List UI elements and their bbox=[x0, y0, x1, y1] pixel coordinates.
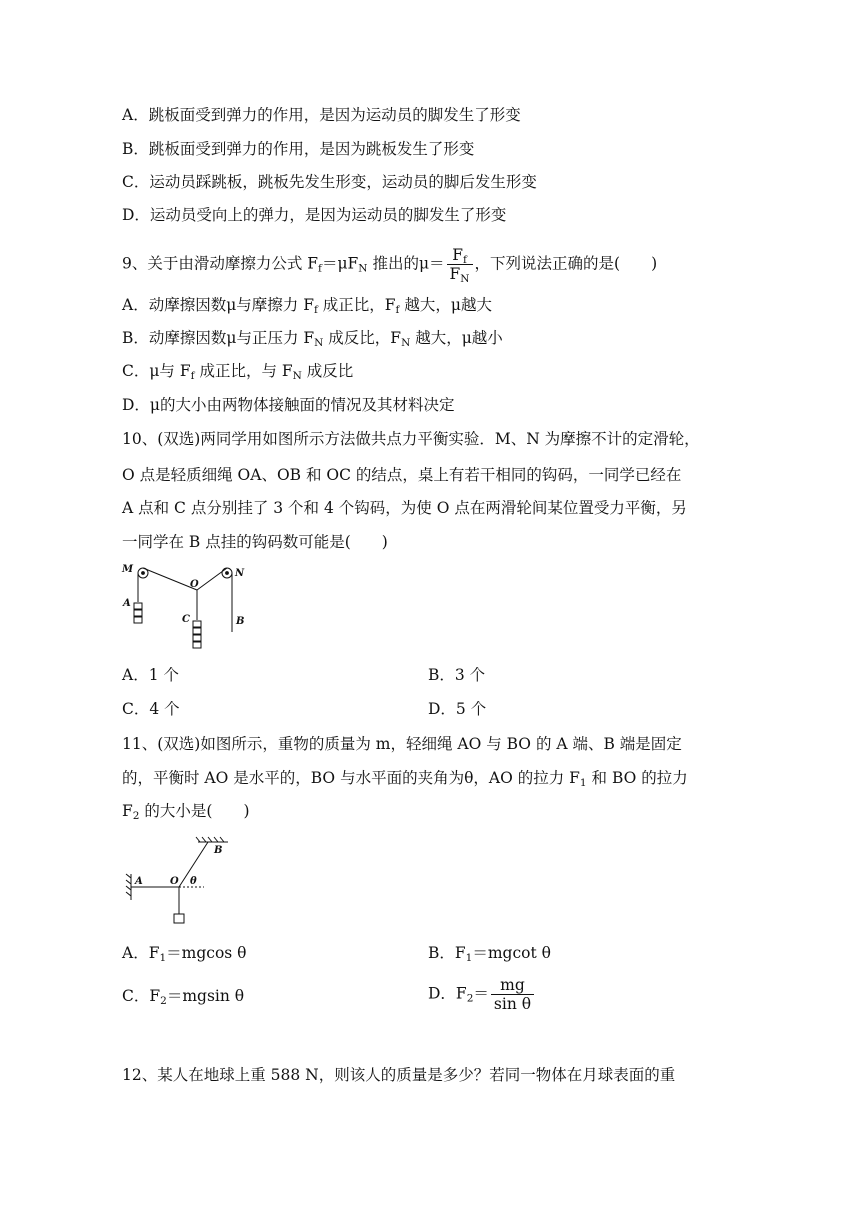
q8-option-d: D．运动员受向上的弹力，是因为运动员的脚发生了形变 bbox=[122, 206, 507, 224]
q10-option-a: A．1 个 bbox=[122, 666, 179, 684]
q9-stem: 9、关于由滑动摩擦力公式 $F_f=\mu F_N$ 推出的μ＝ $\frac{F_f}{F_N}$ ，下列说法正确的是( ) bbox=[122, 246, 658, 286]
label-n: N bbox=[235, 568, 245, 579]
q10-option-c: C．4 个 bbox=[122, 700, 180, 718]
label-theta: θ bbox=[190, 876, 197, 887]
q11-rope-diagram bbox=[124, 836, 234, 928]
q8-option-a: A．跳板面受到弹力的作用，是因为运动员的脚发生了形变 bbox=[122, 106, 521, 124]
q11-stem-line2: 的，平衡时 AO 是水平的，BO 与水平面的夹角为θ，AO 的拉力 $F_1$ 和 BO 的拉力 bbox=[122, 769, 688, 790]
q12-stem-line1: 12、某人在地球上重 588 N，则该人的质量是多少？若同一物体在月球表面的重 bbox=[122, 1066, 676, 1084]
q8-option-b: B．跳板面受到弹力的作用，是因为跳板发生了形变 bbox=[122, 140, 475, 158]
q9-option-d: D．μ的大小由两物体接触面的情况及其材料决定 bbox=[122, 396, 455, 414]
q10-stem-line3: A 点和 C 点分别挂了 3 个和 4 个钩码，为使 O 点在两滑轮间某位置受力平衡，另 bbox=[122, 499, 687, 517]
label-c: C bbox=[182, 614, 190, 625]
q11-stem-line3: $F_2$ 的大小是( ) bbox=[122, 802, 250, 823]
label-o: O bbox=[170, 876, 179, 887]
q10-stem-line4: 一同学在 B 点挂的钩码数可能是( ) bbox=[122, 533, 388, 551]
q11-d-fraction: $\frac{mg}{\text{sin θ}}$ bbox=[491, 976, 534, 1013]
q10-stem-line1: 10、(双选)两同学用如图所示方法做共点力平衡实验．M、N 为摩擦不计的定滑轮， bbox=[122, 430, 700, 448]
label-a: A bbox=[135, 876, 143, 887]
q10-pulley-diagram bbox=[118, 560, 258, 655]
q9-option-b: B．动摩擦因数μ与正压力 $F_N$ 成反比，$F_N$ 越大，μ越小 bbox=[122, 329, 503, 350]
q10-option-d: D．5 个 bbox=[428, 700, 487, 718]
q11-option-c: C．$F_2=mgsin$ θ bbox=[122, 987, 245, 1008]
q10-stem-line2: O 点是轻质细绳 OA、OB 和 OC 的结点，桌上有若干相同的钩码，一同学已经在 bbox=[122, 466, 682, 484]
q9-fraction: $\frac{F_f}{F_N}$ bbox=[447, 246, 473, 283]
label-a: A bbox=[123, 598, 131, 609]
q8-option-c: C．运动员踩跳板，跳板先发生形变，运动员的脚后发生形变 bbox=[122, 173, 537, 191]
q10-option-b: B．3 个 bbox=[428, 666, 486, 684]
label-b: B bbox=[214, 845, 223, 856]
q11-option-d: D．$F_2=$ $\frac{mg}{\text{sin θ}}$ bbox=[428, 976, 536, 1013]
q11-option-a: A．$F_1=mgcos$ θ bbox=[122, 944, 247, 965]
label-o: O bbox=[190, 579, 199, 590]
label-b: B bbox=[236, 616, 245, 627]
q11-stem-line1: 11、(双选)如图所示，重物的质量为 m，轻细绳 AO 与 BO 的 A 端、B 端是固定 bbox=[122, 735, 682, 753]
q9-option-a: A．动摩擦因数μ与摩擦力 $F_f$ 成正比，$F_f$ 越大，μ越大 bbox=[122, 296, 492, 317]
label-m: M bbox=[122, 564, 134, 575]
q11-option-b: B．$F_1=mgcot$ θ bbox=[428, 944, 551, 965]
q9-option-c: C．μ与 $F_f$ 成正比，与 $F_N$ 成反比 bbox=[122, 362, 354, 383]
